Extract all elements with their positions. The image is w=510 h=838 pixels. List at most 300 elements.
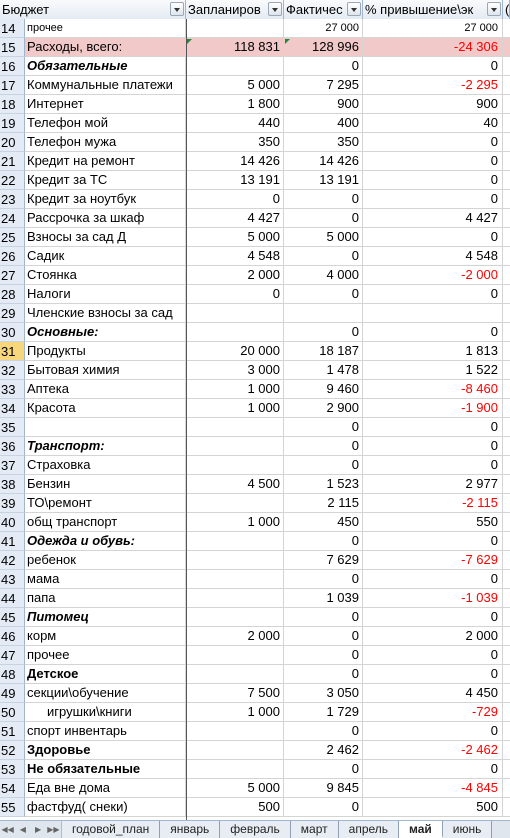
actual-cell[interactable]: 2 900 (284, 399, 363, 418)
next-column-cell[interactable] (503, 133, 510, 152)
row-number[interactable]: 47 (0, 646, 25, 665)
next-column-cell[interactable] (503, 684, 510, 703)
header-planned[interactable] (186, 0, 284, 19)
next-column-cell[interactable] (503, 266, 510, 285)
row-number[interactable]: 46 (0, 627, 25, 646)
actual-cell[interactable]: 128 996 (284, 38, 363, 57)
actual-cell[interactable]: 0 (284, 285, 363, 304)
next-column-cell[interactable] (503, 494, 510, 513)
row-number[interactable]: 40 (0, 513, 25, 532)
budget-item-cell[interactable]: общ транспорт (25, 513, 186, 532)
planned-cell[interactable]: 7 500 (186, 684, 284, 703)
planned-cell[interactable]: 0 (186, 190, 284, 209)
actual-cell[interactable]: 900 (284, 95, 363, 114)
planned-cell[interactable]: 1 000 (186, 380, 284, 399)
budget-item-cell[interactable]: Стоянка (25, 266, 186, 285)
actual-cell[interactable]: 0 (284, 209, 363, 228)
row-number[interactable]: 35 (0, 418, 25, 437)
tab-navigation (0, 821, 62, 838)
next-column-cell[interactable] (503, 722, 510, 741)
actual-cell[interactable]: 18 187 (284, 342, 363, 361)
planned-cell[interactable]: 1 000 (186, 513, 284, 532)
sheet-tab[interactable]: май (399, 821, 443, 838)
next-column-cell[interactable] (503, 741, 510, 760)
table-row (0, 342, 510, 361)
actual-cell[interactable]: 4 000 (284, 266, 363, 285)
budget-item-cell[interactable]: папа (25, 589, 186, 608)
actual-cell[interactable]: 0 (284, 456, 363, 475)
planned-cell[interactable]: 2 000 (186, 266, 284, 285)
row-number[interactable]: 38 (0, 475, 25, 494)
header-budget[interactable] (0, 0, 186, 19)
row-number[interactable]: 28 (0, 285, 25, 304)
planned-cell[interactable]: 4 548 (186, 247, 284, 266)
next-column-cell[interactable] (503, 703, 510, 722)
planned-cell[interactable]: 118 831 (186, 38, 284, 57)
next-column-cell[interactable] (503, 76, 510, 95)
budget-item-cell[interactable]: ТО\ремонт (25, 494, 186, 513)
budget-item-cell[interactable]: фастфуд( снеки) (25, 798, 186, 817)
actual-cell[interactable]: 1 039 (284, 589, 363, 608)
row-number[interactable]: 27 (0, 266, 25, 285)
planned-cell[interactable]: 14 426 (186, 152, 284, 171)
planned-cell[interactable]: 5 000 (186, 779, 284, 798)
budget-item-cell[interactable]: Красота (25, 399, 186, 418)
next-column-cell[interactable] (503, 589, 510, 608)
row-number[interactable]: 17 (0, 76, 25, 95)
budget-item-cell[interactable]: Рассрочка за шкаф (25, 209, 186, 228)
row-number[interactable]: 26 (0, 247, 25, 266)
actual-cell[interactable]: 0 (284, 437, 363, 456)
planned-cell[interactable]: 4 500 (186, 475, 284, 494)
table-row (0, 798, 510, 817)
actual-cell[interactable]: 0 (284, 665, 363, 684)
planned-cell[interactable] (186, 323, 284, 342)
table-row (0, 380, 510, 399)
table-row (0, 456, 510, 475)
budget-item-cell[interactable]: Не обязательные (25, 760, 186, 779)
sheet-tab[interactable]: март (291, 821, 339, 838)
actual-cell[interactable]: 1 523 (284, 475, 363, 494)
planned-cell[interactable]: 440 (186, 114, 284, 133)
comment-indicator-icon (285, 39, 290, 44)
first-sheet-icon[interactable]: ◀◀ (1, 825, 14, 834)
actual-cell[interactable]: 0 (284, 532, 363, 551)
excess-cell[interactable]: 27 000 (363, 19, 503, 38)
budget-item-cell[interactable]: секции\обучение (25, 684, 186, 703)
planned-cell[interactable]: 2 000 (186, 627, 284, 646)
next-column-cell[interactable] (503, 380, 510, 399)
planned-cell[interactable] (186, 57, 284, 76)
budget-item-cell[interactable]: Расходы, всего: (25, 38, 186, 57)
budget-item-cell[interactable]: игрушки\книги (25, 703, 186, 722)
planned-cell[interactable] (186, 551, 284, 570)
planned-cell[interactable] (186, 646, 284, 665)
actual-cell[interactable]: 2 115 (284, 494, 363, 513)
row-number[interactable]: 22 (0, 171, 25, 190)
excess-cell[interactable]: 900 (363, 95, 503, 114)
next-column-cell[interactable] (503, 209, 510, 228)
actual-cell[interactable]: 7 629 (284, 551, 363, 570)
actual-cell[interactable]: 0 (284, 190, 363, 209)
planned-cell[interactable]: 13 191 (186, 171, 284, 190)
freeze-pane-divider (186, 19, 187, 820)
budget-item-cell[interactable]: Кредит за ноутбук (25, 190, 186, 209)
next-column-cell[interactable] (503, 570, 510, 589)
next-column-cell[interactable] (503, 513, 510, 532)
row-number[interactable]: 50 (0, 703, 25, 722)
filter-dropdown-icon[interactable] (487, 2, 501, 16)
budget-item-cell[interactable] (25, 418, 186, 437)
actual-cell[interactable]: 0 (284, 760, 363, 779)
table-row (0, 532, 510, 551)
excess-cell[interactable]: 0 (363, 722, 503, 741)
actual-cell[interactable]: 2 462 (284, 741, 363, 760)
actual-cell[interactable]: 0 (284, 323, 363, 342)
actual-cell[interactable]: 9 845 (284, 779, 363, 798)
budget-item-cell[interactable]: Основные: (25, 323, 186, 342)
table-row (0, 228, 510, 247)
actual-cell[interactable]: 1 478 (284, 361, 363, 380)
next-column-cell[interactable] (503, 171, 510, 190)
row-number[interactable]: 55 (0, 798, 25, 817)
next-column-cell[interactable] (503, 57, 510, 76)
excess-cell[interactable]: 0 (363, 418, 503, 437)
budget-item-cell[interactable]: Телефон мой (25, 114, 186, 133)
actual-cell[interactable]: 9 460 (284, 380, 363, 399)
planned-cell[interactable] (186, 760, 284, 779)
next-sheet-icon[interactable]: ▶ (35, 825, 42, 834)
last-sheet-icon[interactable]: ▶▶ (47, 825, 60, 834)
actual-cell[interactable]: 1 729 (284, 703, 363, 722)
excess-cell[interactable]: 4 427 (363, 209, 503, 228)
excess-cell[interactable]: -7 629 (363, 551, 503, 570)
actual-cell[interactable]: 5 000 (284, 228, 363, 247)
next-column-cell[interactable] (503, 19, 510, 38)
actual-cell[interactable]: 13 191 (284, 171, 363, 190)
budget-item-cell[interactable]: прочее (25, 646, 186, 665)
budget-item-cell[interactable]: Интернет (25, 95, 186, 114)
actual-cell[interactable]: 0 (284, 247, 363, 266)
actual-cell[interactable]: 0 (284, 798, 363, 817)
excess-cell[interactable]: 0 (363, 437, 503, 456)
next-column-cell[interactable] (503, 418, 510, 437)
table-row (0, 418, 510, 437)
excess-cell[interactable]: -729 (363, 703, 503, 722)
planned-cell[interactable]: 1 000 (186, 399, 284, 418)
row-number[interactable]: 44 (0, 589, 25, 608)
excess-cell[interactable]: -2 000 (363, 266, 503, 285)
budget-item-cell[interactable]: Кредит за ТС (25, 171, 186, 190)
sheet-tab[interactable]: годовой_план (62, 821, 160, 838)
filter-dropdown-icon[interactable] (268, 2, 282, 16)
budget-item-cell[interactable]: Страховка (25, 456, 186, 475)
row-number[interactable]: 32 (0, 361, 25, 380)
next-column-cell[interactable] (503, 114, 510, 133)
table-row (0, 722, 510, 741)
excess-cell[interactable] (363, 304, 503, 323)
actual-cell[interactable]: 0 (284, 608, 363, 627)
row-number[interactable]: 49 (0, 684, 25, 703)
tab-list (62, 821, 492, 838)
budget-item-cell[interactable]: ребенок (25, 551, 186, 570)
row-number[interactable]: 41 (0, 532, 25, 551)
row-number[interactable]: 45 (0, 608, 25, 627)
next-column-cell[interactable] (503, 456, 510, 475)
planned-cell[interactable]: 500 (186, 798, 284, 817)
row-number[interactable]: 37 (0, 456, 25, 475)
next-column-cell[interactable] (503, 646, 510, 665)
next-column-cell[interactable] (503, 437, 510, 456)
header-excess[interactable] (363, 0, 503, 19)
row-number[interactable]: 24 (0, 209, 25, 228)
row-number[interactable]: 30 (0, 323, 25, 342)
planned-cell[interactable] (186, 589, 284, 608)
excess-cell[interactable]: -24 306 (363, 38, 503, 57)
row-number[interactable]: 33 (0, 380, 25, 399)
table-row (0, 38, 510, 57)
header-planned-label: Запланиров (188, 2, 261, 17)
sheet-tab[interactable]: февраль (220, 821, 291, 838)
budget-item-cell[interactable]: Одежда и обувь: (25, 532, 186, 551)
budget-item-cell[interactable]: Еда вне дома (25, 779, 186, 798)
next-column-cell[interactable] (503, 95, 510, 114)
next-column-cell[interactable] (503, 152, 510, 171)
actual-cell[interactable]: 3 050 (284, 684, 363, 703)
excess-cell[interactable]: -1 900 (363, 399, 503, 418)
actual-cell[interactable]: 350 (284, 133, 363, 152)
table-row (0, 475, 510, 494)
row-number[interactable]: 48 (0, 665, 25, 684)
excess-cell[interactable]: -1 039 (363, 589, 503, 608)
filter-dropdown-icon[interactable] (347, 2, 361, 16)
row-number[interactable]: 43 (0, 570, 25, 589)
excess-cell[interactable]: 2 000 (363, 627, 503, 646)
actual-cell[interactable]: 0 (284, 570, 363, 589)
next-column-cell[interactable] (503, 342, 510, 361)
excess-cell[interactable]: 40 (363, 114, 503, 133)
budget-item-cell[interactable]: Коммунальные платежи (25, 76, 186, 95)
table-row (0, 304, 510, 323)
row-number[interactable]: 23 (0, 190, 25, 209)
planned-cell[interactable] (186, 722, 284, 741)
row-number[interactable]: 51 (0, 722, 25, 741)
budget-item-cell[interactable]: Телефон мужа (25, 133, 186, 152)
actual-cell[interactable]: 0 (284, 722, 363, 741)
row-number[interactable]: 53 (0, 760, 25, 779)
row-number[interactable]: 19 (0, 114, 25, 133)
table-row (0, 570, 510, 589)
next-column-cell[interactable] (503, 190, 510, 209)
actual-cell[interactable] (284, 304, 363, 323)
excess-cell[interactable]: 0 (363, 646, 503, 665)
planned-cell[interactable] (186, 19, 284, 38)
excess-cell[interactable]: -2 115 (363, 494, 503, 513)
next-column-cell[interactable] (503, 247, 510, 266)
sheet-tab[interactable]: январь (160, 821, 220, 838)
next-column-cell[interactable] (503, 361, 510, 380)
row-number[interactable]: 52 (0, 741, 25, 760)
row-number[interactable]: 25 (0, 228, 25, 247)
prev-sheet-icon[interactable]: ◀ (19, 825, 26, 834)
budget-item-cell[interactable]: Садик (25, 247, 186, 266)
next-column-cell[interactable] (503, 323, 510, 342)
planned-cell[interactable]: 0 (186, 285, 284, 304)
excess-cell[interactable]: 4 548 (363, 247, 503, 266)
excess-cell[interactable]: 2 977 (363, 475, 503, 494)
filter-header-row (0, 0, 510, 19)
excess-cell[interactable]: 0 (363, 608, 503, 627)
excess-cell[interactable]: 0 (363, 570, 503, 589)
next-column-cell[interactable] (503, 475, 510, 494)
budget-item-cell[interactable]: корм (25, 627, 186, 646)
next-column-cell[interactable] (503, 608, 510, 627)
planned-cell[interactable] (186, 741, 284, 760)
row-number[interactable]: 18 (0, 95, 25, 114)
excess-cell[interactable]: 0 (363, 760, 503, 779)
budget-item-cell[interactable]: Бытовая химия (25, 361, 186, 380)
budget-item-cell[interactable]: Здоровье (25, 741, 186, 760)
planned-cell[interactable] (186, 304, 284, 323)
planned-cell[interactable]: 5 000 (186, 76, 284, 95)
excess-cell[interactable]: -2 295 (363, 76, 503, 95)
planned-cell[interactable]: 350 (186, 133, 284, 152)
header-next[interactable] (503, 0, 510, 19)
table-row (0, 627, 510, 646)
excess-cell[interactable]: -8 460 (363, 380, 503, 399)
budget-item-cell[interactable]: прочее (25, 19, 186, 38)
excess-cell[interactable]: 0 (363, 456, 503, 475)
header-actual[interactable] (284, 0, 363, 19)
budget-item-cell[interactable]: Питомец (25, 608, 186, 627)
table-row (0, 190, 510, 209)
planned-cell[interactable] (186, 437, 284, 456)
row-number[interactable]: 16 (0, 57, 25, 76)
table-row (0, 171, 510, 190)
row-number[interactable]: 36 (0, 437, 25, 456)
budget-item-cell[interactable]: Членские взносы за сад (25, 304, 186, 323)
budget-item-cell[interactable]: Кредит на ремонт (25, 152, 186, 171)
next-column-cell[interactable] (503, 532, 510, 551)
excess-cell[interactable]: 0 (363, 228, 503, 247)
row-number[interactable]: 20 (0, 133, 25, 152)
excess-cell[interactable]: 4 450 (363, 684, 503, 703)
table-row (0, 684, 510, 703)
next-column-cell[interactable] (503, 760, 510, 779)
row-number[interactable]: 39 (0, 494, 25, 513)
actual-cell[interactable]: 0 (284, 418, 363, 437)
actual-cell[interactable]: 0 (284, 646, 363, 665)
next-column-cell[interactable] (503, 399, 510, 418)
next-column-cell[interactable] (503, 228, 510, 247)
next-column-cell[interactable] (503, 551, 510, 570)
budget-item-cell[interactable]: Обязательные (25, 57, 186, 76)
planned-cell[interactable] (186, 532, 284, 551)
planned-cell[interactable] (186, 494, 284, 513)
excess-cell[interactable]: 0 (363, 190, 503, 209)
row-number[interactable]: 54 (0, 779, 25, 798)
excess-cell[interactable]: 0 (363, 665, 503, 684)
budget-item-cell[interactable]: Налоги (25, 285, 186, 304)
excess-cell[interactable]: 1 522 (363, 361, 503, 380)
header-budget-label: Бюджет (2, 2, 50, 17)
actual-cell[interactable]: 7 295 (284, 76, 363, 95)
next-column-cell[interactable] (503, 798, 510, 817)
table-row (0, 513, 510, 532)
excess-cell[interactable]: 0 (363, 57, 503, 76)
next-column-cell[interactable] (503, 285, 510, 304)
filter-dropdown-icon[interactable] (170, 2, 184, 16)
excess-cell[interactable]: 0 (363, 171, 503, 190)
excess-cell[interactable]: -2 462 (363, 741, 503, 760)
actual-cell[interactable]: 14 426 (284, 152, 363, 171)
planned-cell[interactable]: 3 000 (186, 361, 284, 380)
actual-cell[interactable]: 0 (284, 627, 363, 646)
planned-cell[interactable]: 1 800 (186, 95, 284, 114)
excess-cell[interactable]: 0 (363, 532, 503, 551)
next-column-cell[interactable] (503, 665, 510, 684)
excess-cell[interactable]: 550 (363, 513, 503, 532)
budget-item-cell[interactable]: Транспорт: (25, 437, 186, 456)
planned-cell[interactable]: 20 000 (186, 342, 284, 361)
next-column-cell[interactable] (503, 779, 510, 798)
budget-item-cell[interactable]: Взносы за сад Д (25, 228, 186, 247)
table-row (0, 589, 510, 608)
excess-cell[interactable]: 0 (363, 323, 503, 342)
budget-item-cell[interactable]: Бензин (25, 475, 186, 494)
sheet-tab[interactable]: апрель (339, 821, 399, 838)
excess-cell[interactable]: -4 845 (363, 779, 503, 798)
next-column-cell[interactable] (503, 38, 510, 57)
planned-cell[interactable]: 5 000 (186, 228, 284, 247)
budget-item-cell[interactable]: Детское (25, 665, 186, 684)
planned-cell[interactable]: 4 427 (186, 209, 284, 228)
row-number[interactable]: 15 (0, 38, 25, 57)
budget-item-cell[interactable]: мама (25, 570, 186, 589)
row-number[interactable]: 31 (0, 342, 25, 361)
next-column-cell[interactable] (503, 627, 510, 646)
row-number[interactable]: 34 (0, 399, 25, 418)
planned-cell[interactable] (186, 570, 284, 589)
row-number[interactable]: 29 (0, 304, 25, 323)
actual-cell[interactable]: 0 (284, 57, 363, 76)
excess-cell[interactable]: 0 (363, 133, 503, 152)
planned-cell[interactable]: 1 000 (186, 703, 284, 722)
planned-cell[interactable] (186, 608, 284, 627)
excess-cell[interactable]: 1 813 (363, 342, 503, 361)
planned-cell[interactable] (186, 665, 284, 684)
table-row (0, 285, 510, 304)
budget-item-cell[interactable]: Аптека (25, 380, 186, 399)
planned-cell[interactable] (186, 418, 284, 437)
planned-cell[interactable] (186, 456, 284, 475)
excess-cell[interactable]: 500 (363, 798, 503, 817)
row-number[interactable]: 14 (0, 19, 25, 38)
actual-cell[interactable]: 400 (284, 114, 363, 133)
actual-cell[interactable]: 27 000 (284, 19, 363, 38)
actual-cell[interactable]: 450 (284, 513, 363, 532)
excess-cell[interactable]: 0 (363, 285, 503, 304)
next-column-cell[interactable] (503, 304, 510, 323)
excess-cell[interactable]: 0 (363, 152, 503, 171)
table-row (0, 760, 510, 779)
table-row (0, 646, 510, 665)
row-number[interactable]: 42 (0, 551, 25, 570)
budget-item-cell[interactable]: спорт инвентарь (25, 722, 186, 741)
row-number[interactable]: 21 (0, 152, 25, 171)
sheet-tab[interactable]: июнь (443, 821, 493, 838)
budget-item-cell[interactable]: Продукты (25, 342, 186, 361)
